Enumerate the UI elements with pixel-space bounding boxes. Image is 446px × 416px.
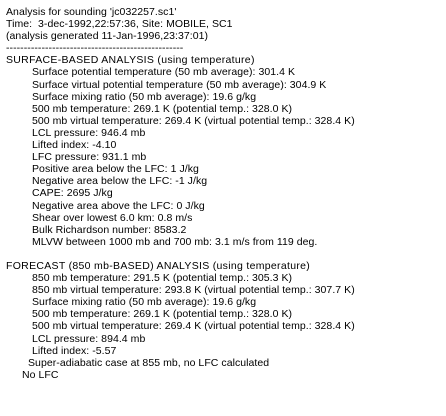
forecast-heading: FORECAST (850 mb-BASED) ANALYSIS (using temperature)	[6, 259, 311, 272]
surface-line: Negative area below the LFC: -1 J/kg	[32, 175, 208, 188]
header-generated: (analysis generated 11-Jan-1996,23:37:01)	[6, 30, 209, 43]
surface-line: Negative area above the LFC: 0 J/kg	[32, 199, 205, 212]
analysis-document	[6, 6, 442, 381]
surface-line: 500 mb virtual temperature: 269.4 K (virtual potential temp.: 328.4 K)	[32, 114, 355, 127]
forecast-note-no-lfc: No LFC	[22, 368, 59, 381]
forecast-line: Lifted index: -5.57	[32, 344, 117, 357]
forecast-line: 500 mb temperature: 269.1 K (potential temp.: 328.0 K)	[32, 308, 293, 321]
surface-line: Bulk Richardson number: 8583.2	[32, 223, 187, 236]
forecast-line: LCL pressure: 894.4 mb	[32, 332, 146, 345]
surface-line: 500 mb temperature: 269.1 K (potential temp.: 328.0 K)	[32, 102, 293, 115]
surface-line: Positive area below the LFC: 1 J/kg	[32, 163, 199, 176]
surface-line: CAPE: 2695 J/kg	[32, 187, 113, 200]
forecast-line: 500 mb virtual temperature: 269.4 K (virtual potential temp.: 328.4 K)	[32, 320, 355, 333]
surface-line: Surface virtual potential temperature (50 mb average): 304.9 K	[32, 78, 327, 91]
surface-line: Shear over lowest 6.0 km: 0.8 m/s	[32, 211, 193, 224]
header-time-site: Time: 3-dec-1992,22:57:36, Site: MOBILE, SC1	[6, 18, 233, 31]
forecast-line: 850 mb temperature: 291.5 K (potential temp.: 305.3 K)	[32, 272, 293, 285]
forecast-line: Surface mixing ratio (50 mb average): 19.6 g/kg	[32, 296, 257, 309]
section-gap	[6, 248, 442, 260]
surface-line: Surface mixing ratio (50 mb average): 19.6 g/kg	[32, 90, 257, 103]
surface-line: Lifted index: -4.10	[32, 139, 117, 152]
header-title: Analysis for sounding 'jc032257.sc1'	[6, 6, 177, 18]
forecast-line: 850 mb virtual temperature: 293.8 K (virtual potential temp.: 307.7 K)	[32, 284, 355, 297]
surface-line: LCL pressure: 946.4 mb	[32, 126, 146, 139]
header-separator: --------------------------------------------------	[6, 42, 184, 55]
surface-line: MLVW between 1000 mb and 700 mb: 3.1 m/s from 119 deg.	[32, 235, 318, 248]
surface-heading: SURFACE-BASED ANALYSIS (using temperature)	[6, 54, 255, 67]
surface-line: Surface potential temperature (50 mb average): 301.4 K	[32, 66, 296, 79]
forecast-note-superadiabatic: Super-adiabatic case at 855 mb, no LFC calculated	[28, 356, 270, 369]
surface-line: LFC pressure: 931.1 mb	[32, 151, 147, 164]
